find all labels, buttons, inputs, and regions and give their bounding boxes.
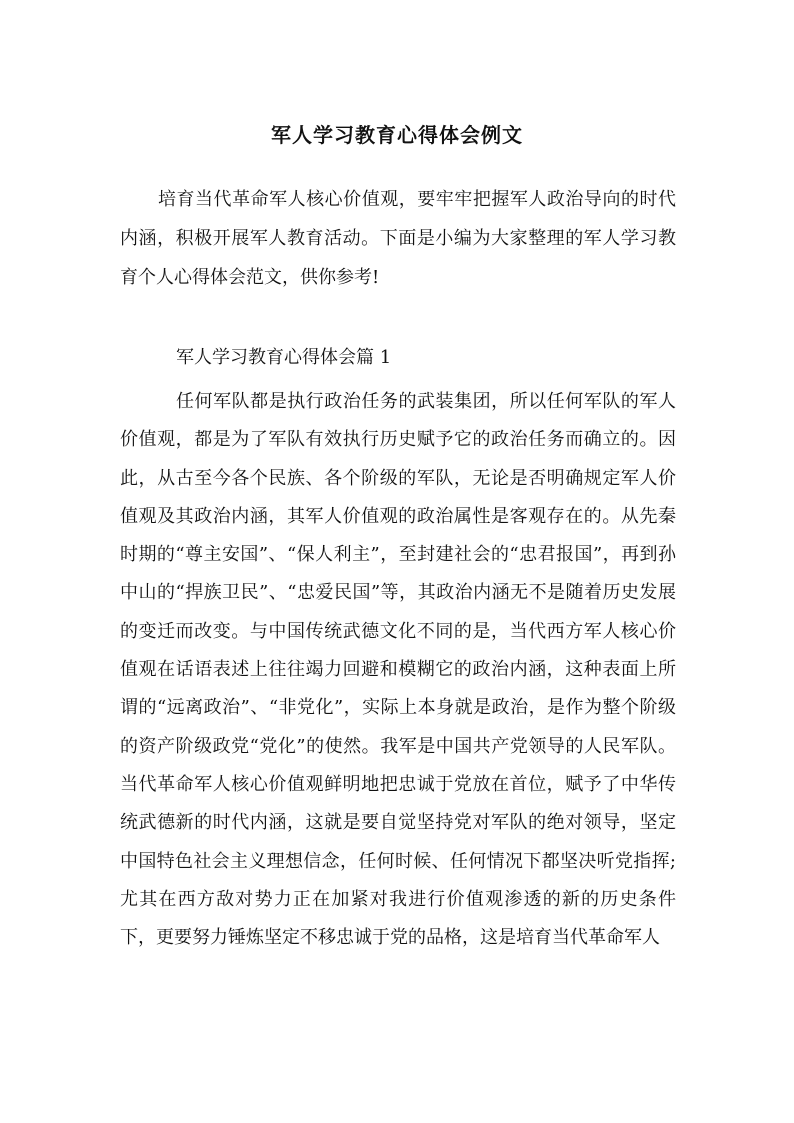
document-title: 军人学习教育心得体会例文 (271, 123, 523, 147)
intro-paragraph: 培育当代革命军人核心价值观，要牢牢把握军人政治导向的时代内涵，积极开展军人教育活动。下面是小编为大家整理的军人学习教育个人心得体会范文，供你参考! (120, 189, 676, 288)
section-heading: 军人学习教育心得体会篇 1 (176, 347, 392, 368)
body-paragraph: 任何军队都是执行政治任务的武装集团，所以任何军队的军人价值观，都是为了军队有效执行历史赋予它的政治任务而确立的。因此，从古至今各个民族、各个阶级的军队，无论是否明确规定军人价值观及其政治内涵，其军人价值观的政治属性是客观存在的。从先秦时期的“尊主安国”、“保人利主”，至封建社会的“忠君报国”，再到孙中山的“捍族卫民”、“忠爱民国”等，其政治内涵无不是随着历史发展的变迁而改变。与中国传统武德文化不同的是，当代西方军人核心价值观在话语表述上往往竭力回避和模糊它的政治内涵，这种表面上所谓的“远离政治”、“非党化”，实际上本身就是政治，是作为整个阶级的资产阶级政党“党化”的使然。我军是中国共产党领导的人民军队。当代革命军人核心价值观鲜明地把忠诚于党放在首位，赋予了中华传统武德新的时代内涵，这就是要自觉坚持党对军队的绝对领导，坚定中国特色社会主义理想信念，任何时候、任何情况下都坚决听党指挥;尤其在西方敌对势力正在加紧对我进行价值观渗透的新的历史条件下，更要努力锤炼坚定不移忠诚于党的品格，这是培育当代革命军人 (120, 391, 676, 949)
